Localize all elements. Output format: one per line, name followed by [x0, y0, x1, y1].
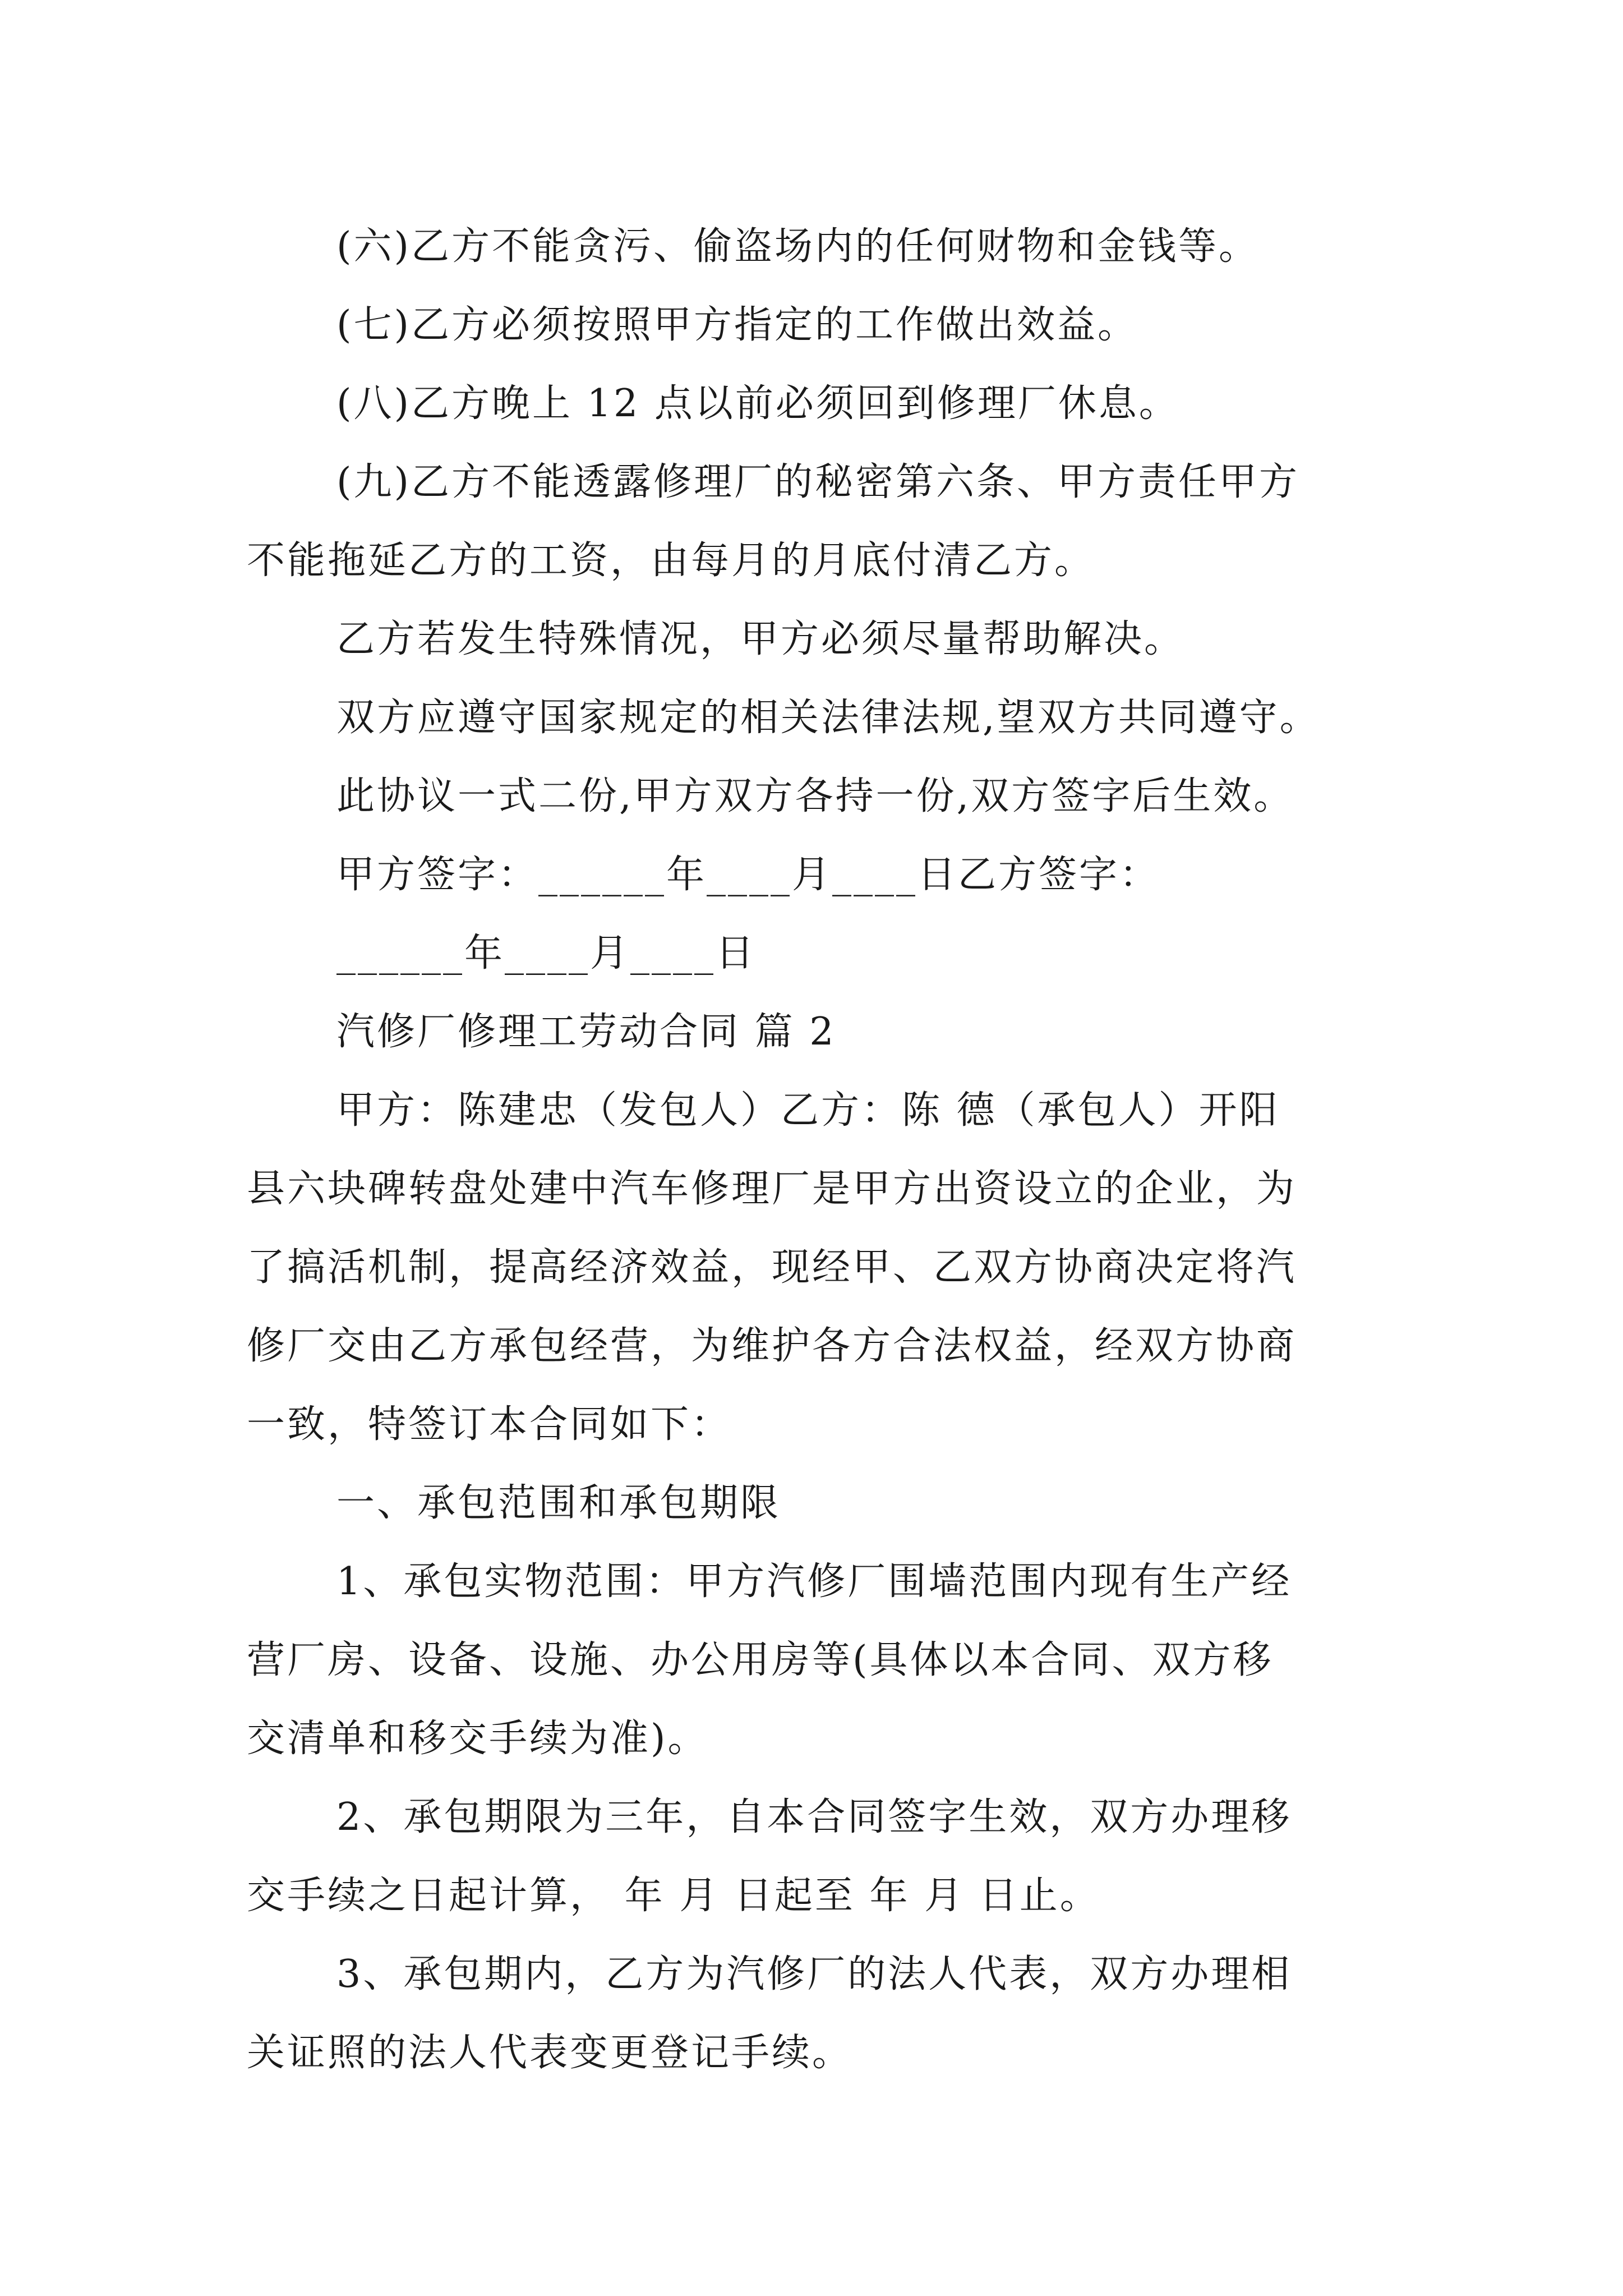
- item-1-line-2: 营厂房、设备、设施、办公用房等(具体以本合同、双方移: [247, 1638, 1274, 1682]
- parties-line-5: 一致，特签订本合同如下：: [247, 1402, 732, 1447]
- item-3-line-1: 3、承包期内，乙方为汽修厂的法人代表，双方办理相: [336, 1952, 1292, 1996]
- item-2-line-1: 2、承包期限为三年，自本合同签字生效，双方办理移: [336, 1795, 1292, 1839]
- section-heading: 汽修厂修理工劳动合同 篇 2: [336, 1010, 836, 1054]
- item-1-line-1: 1、承包实物范围：甲方汽修厂围墙范围内现有生产经: [336, 1559, 1292, 1604]
- paragraph-copies: 此协议一式二份,甲方双方各持一份,双方签字后生效。: [336, 774, 1294, 818]
- clause-9-line-2: 不能拖延乙方的工资，由每月的月底付清乙方。: [247, 539, 1095, 583]
- item-1-line-3: 交清单和移交手续为准)。: [247, 1717, 708, 1761]
- clause-6: (六)乙方不能贪污、偷盗场内的任何财物和金钱等。: [336, 224, 1260, 269]
- article-1-heading: 一、承包范围和承包期限: [336, 1481, 781, 1525]
- parties-line-4: 修厂交由乙方承包经营，为维护各方合法权益，经双方协商: [247, 1324, 1297, 1368]
- clause-8: (八)乙方晚上 12 点以前必须回到修理厂休息。: [336, 381, 1179, 426]
- parties-line-3: 了搞活机制，提高经济效益，现经甲、乙双方协商决定将汽: [247, 1245, 1297, 1290]
- parties-line-2: 县六块碑转盘处建中汽车修理厂是甲方出资设立的企业，为: [247, 1167, 1297, 1211]
- clause-7: (七)乙方必须按照甲方指定的工作做出效益。: [336, 303, 1138, 347]
- parties-line-1: 甲方：陈建忠（发包人）乙方：陈 德（承包人）开阳: [336, 1088, 1280, 1133]
- paragraph-special-cases: 乙方若发生特殊情况，甲方必须尽量帮助解决。: [336, 617, 1185, 661]
- clause-9-line-1: (九)乙方不能透露修理厂的秘密第六条、甲方责任甲方: [336, 460, 1300, 504]
- item-2-line-2: 交手续之日起计算， 年 月 日起至 年 月 日止。: [247, 1874, 1100, 1918]
- signature-line-2: ______年____月____日: [336, 931, 757, 976]
- item-3-line-2: 关证照的法人代表变更登记手续。: [247, 2031, 853, 2075]
- document-page: [247, 208, 1396, 2092]
- signature-line-1: 甲方签字：______年____月____日乙方签字：: [336, 853, 1160, 897]
- paragraph-laws: 双方应遵守国家规定的相关法律法规,望双方共同遵守。: [336, 696, 1320, 740]
